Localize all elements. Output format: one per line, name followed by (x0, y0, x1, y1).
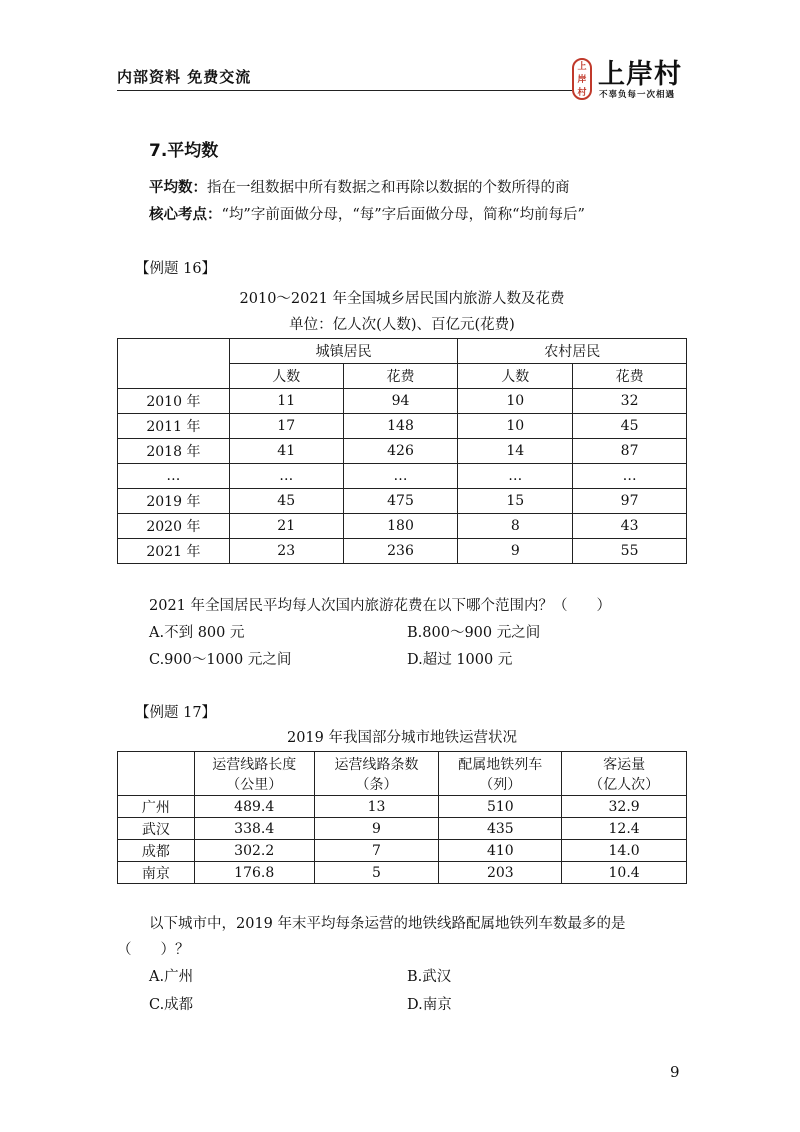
option-b: B.武汉 (407, 969, 452, 985)
table-row (118, 414, 687, 439)
table-cell: 475 (343, 489, 458, 514)
header-line: 配属地铁列车 (458, 756, 543, 773)
page-header (117, 52, 700, 102)
example16-label: 【例题 16】 (135, 261, 217, 277)
option-c: C.成都 (149, 997, 194, 1013)
table-row (118, 818, 687, 840)
header-rule (117, 90, 572, 91)
table-row (118, 514, 687, 539)
table-row (118, 489, 687, 514)
table-cell: 武汉 (118, 818, 195, 840)
table-cell: 203 (439, 862, 562, 884)
example17-question-line2: （ ）？ (117, 942, 190, 958)
table-row (118, 796, 687, 818)
table-cell: 435 (439, 818, 562, 840)
table-row (118, 539, 687, 564)
table-cell: 148 (343, 414, 458, 439)
example17-question-line1: 以下城市中，2019 年末平均每条运营的地铁线路配属地铁列车数最多的是 (149, 916, 626, 932)
table-cell: 15 (458, 489, 573, 514)
table-cell: … (229, 464, 343, 489)
option-a: A.广州 (149, 969, 194, 985)
header-label: 内部资料 免费交流 (117, 68, 252, 86)
option-c: C.900～1000 元之间 (149, 652, 292, 668)
table-cell: 45 (229, 489, 343, 514)
definition-label: 平均数： (149, 180, 207, 196)
table-cell: 45 (573, 414, 687, 439)
table-cell: 14.0 (562, 840, 687, 862)
table-cell: 510 (439, 796, 562, 818)
header-unit: （公里） (226, 776, 283, 793)
table-cell: 5 (314, 862, 439, 884)
header-line: 运营线路条数 (334, 756, 419, 773)
header-unit: （条） (355, 776, 398, 793)
table-cell: 2019 年 (118, 489, 230, 514)
group-header-urban: 城镇居民 (229, 339, 458, 364)
table-cell: 成都 (118, 840, 195, 862)
subheader-cell: 人数 (458, 364, 573, 389)
table-cell: 302.2 (194, 840, 314, 862)
table-cell: 32 (573, 389, 687, 414)
header-unit: （亿人次） (589, 776, 660, 793)
logo-seal: 上岸村 (572, 58, 592, 100)
definition-text: 指在一组数据中所有数据之和再除以数据的个数所得的商 (207, 180, 570, 196)
table-cell: 236 (343, 539, 458, 564)
table-cell: 2018 年 (118, 439, 230, 464)
option-b: B.800～900 元之间 (407, 625, 541, 641)
table-cell: 8 (458, 514, 573, 539)
logo (572, 52, 707, 102)
table-cell: 97 (573, 489, 687, 514)
table-cell: 7 (314, 840, 439, 862)
table-cell: 9 (458, 539, 573, 564)
table-cell: 广州 (118, 796, 195, 818)
table-cell: 14 (458, 439, 573, 464)
table-cell: 2011 年 (118, 414, 230, 439)
table-cell: 17 (229, 414, 343, 439)
table-cell: 2010 年 (118, 389, 230, 414)
table-cell: 94 (343, 389, 458, 414)
header-cell (314, 752, 439, 796)
option-a: A.不到 800 元 (149, 625, 245, 641)
example16-title: 2010～2021 年全国城乡居民国内旅游人数及花费 (239, 291, 565, 307)
group-header-rural: 农村居民 (458, 339, 687, 364)
table-cell: 180 (343, 514, 458, 539)
header-unit: （列） (479, 776, 522, 793)
example17-label: 【例题 17】 (135, 705, 217, 721)
table-cell: 10 (458, 414, 573, 439)
logo-brand: 上岸村 (598, 59, 682, 90)
table-cell: 176.8 (194, 862, 314, 884)
table-cell: 338.4 (194, 818, 314, 840)
example16-question: 2021 年全国居民平均每人次国内旅游花费在以下哪个范围内？（ ） (149, 598, 612, 614)
subheader-cell: 人数 (229, 364, 343, 389)
header-cell (194, 752, 314, 796)
table-cell: 489.4 (194, 796, 314, 818)
corner-cell (118, 339, 230, 389)
table-cell: 43 (573, 514, 687, 539)
section-title: 7.平均数 (149, 141, 219, 161)
table-row (118, 862, 687, 884)
table-cell: 410 (439, 840, 562, 862)
page-number: 9 (670, 1063, 680, 1081)
corner-cell (118, 752, 195, 796)
header-line: 客运量 (603, 756, 646, 773)
table-cell: 10 (458, 389, 573, 414)
table-cell: … (118, 464, 230, 489)
table-row (118, 439, 687, 464)
table-cell: 12.4 (562, 818, 687, 840)
logo-slogan: 不辜负每一次相遇 (599, 90, 676, 100)
header-cell (562, 752, 687, 796)
table-cell: … (343, 464, 458, 489)
table-cell: 2020 年 (118, 514, 230, 539)
table-cell: 87 (573, 439, 687, 464)
table-cell: 41 (229, 439, 343, 464)
option-d: D.南京 (407, 997, 452, 1013)
table-cell: 13 (314, 796, 439, 818)
option-d: D.超过 1000 元 (407, 652, 513, 668)
table-cell: 55 (573, 539, 687, 564)
key-point-label: 核心考点： (149, 207, 222, 223)
table-cell: … (458, 464, 573, 489)
table-cell: 南京 (118, 862, 195, 884)
header-cell (439, 752, 562, 796)
subheader-cell: 花费 (343, 364, 458, 389)
example17-title: 2019 年我国部分城市地铁运营状况 (286, 730, 517, 746)
table-cell: 9 (314, 818, 439, 840)
table-header-row (118, 339, 687, 364)
table-cell: 32.9 (562, 796, 687, 818)
table-cell: 11 (229, 389, 343, 414)
table-row (118, 464, 687, 489)
example16-table (117, 338, 687, 564)
table-header-row (118, 752, 687, 796)
table-cell: 23 (229, 539, 343, 564)
table-cell: 2021 年 (118, 539, 230, 564)
table-cell: 10.4 (562, 862, 687, 884)
table-row (118, 840, 687, 862)
table-cell: … (573, 464, 687, 489)
definition-line (149, 176, 570, 197)
key-point-text: “均”字前面做分母，“每”字后面做分母，简称“均前每后” (221, 207, 585, 223)
table-cell: 426 (343, 439, 458, 464)
example16-unit: 单位：亿人次(人数)、百亿元(花费) (289, 317, 515, 333)
table-cell: 21 (229, 514, 343, 539)
table-row (118, 389, 687, 414)
subheader-cell: 花费 (573, 364, 687, 389)
example17-table (117, 751, 687, 884)
key-point-line (149, 203, 585, 224)
header-line: 运营线路长度 (212, 756, 297, 773)
